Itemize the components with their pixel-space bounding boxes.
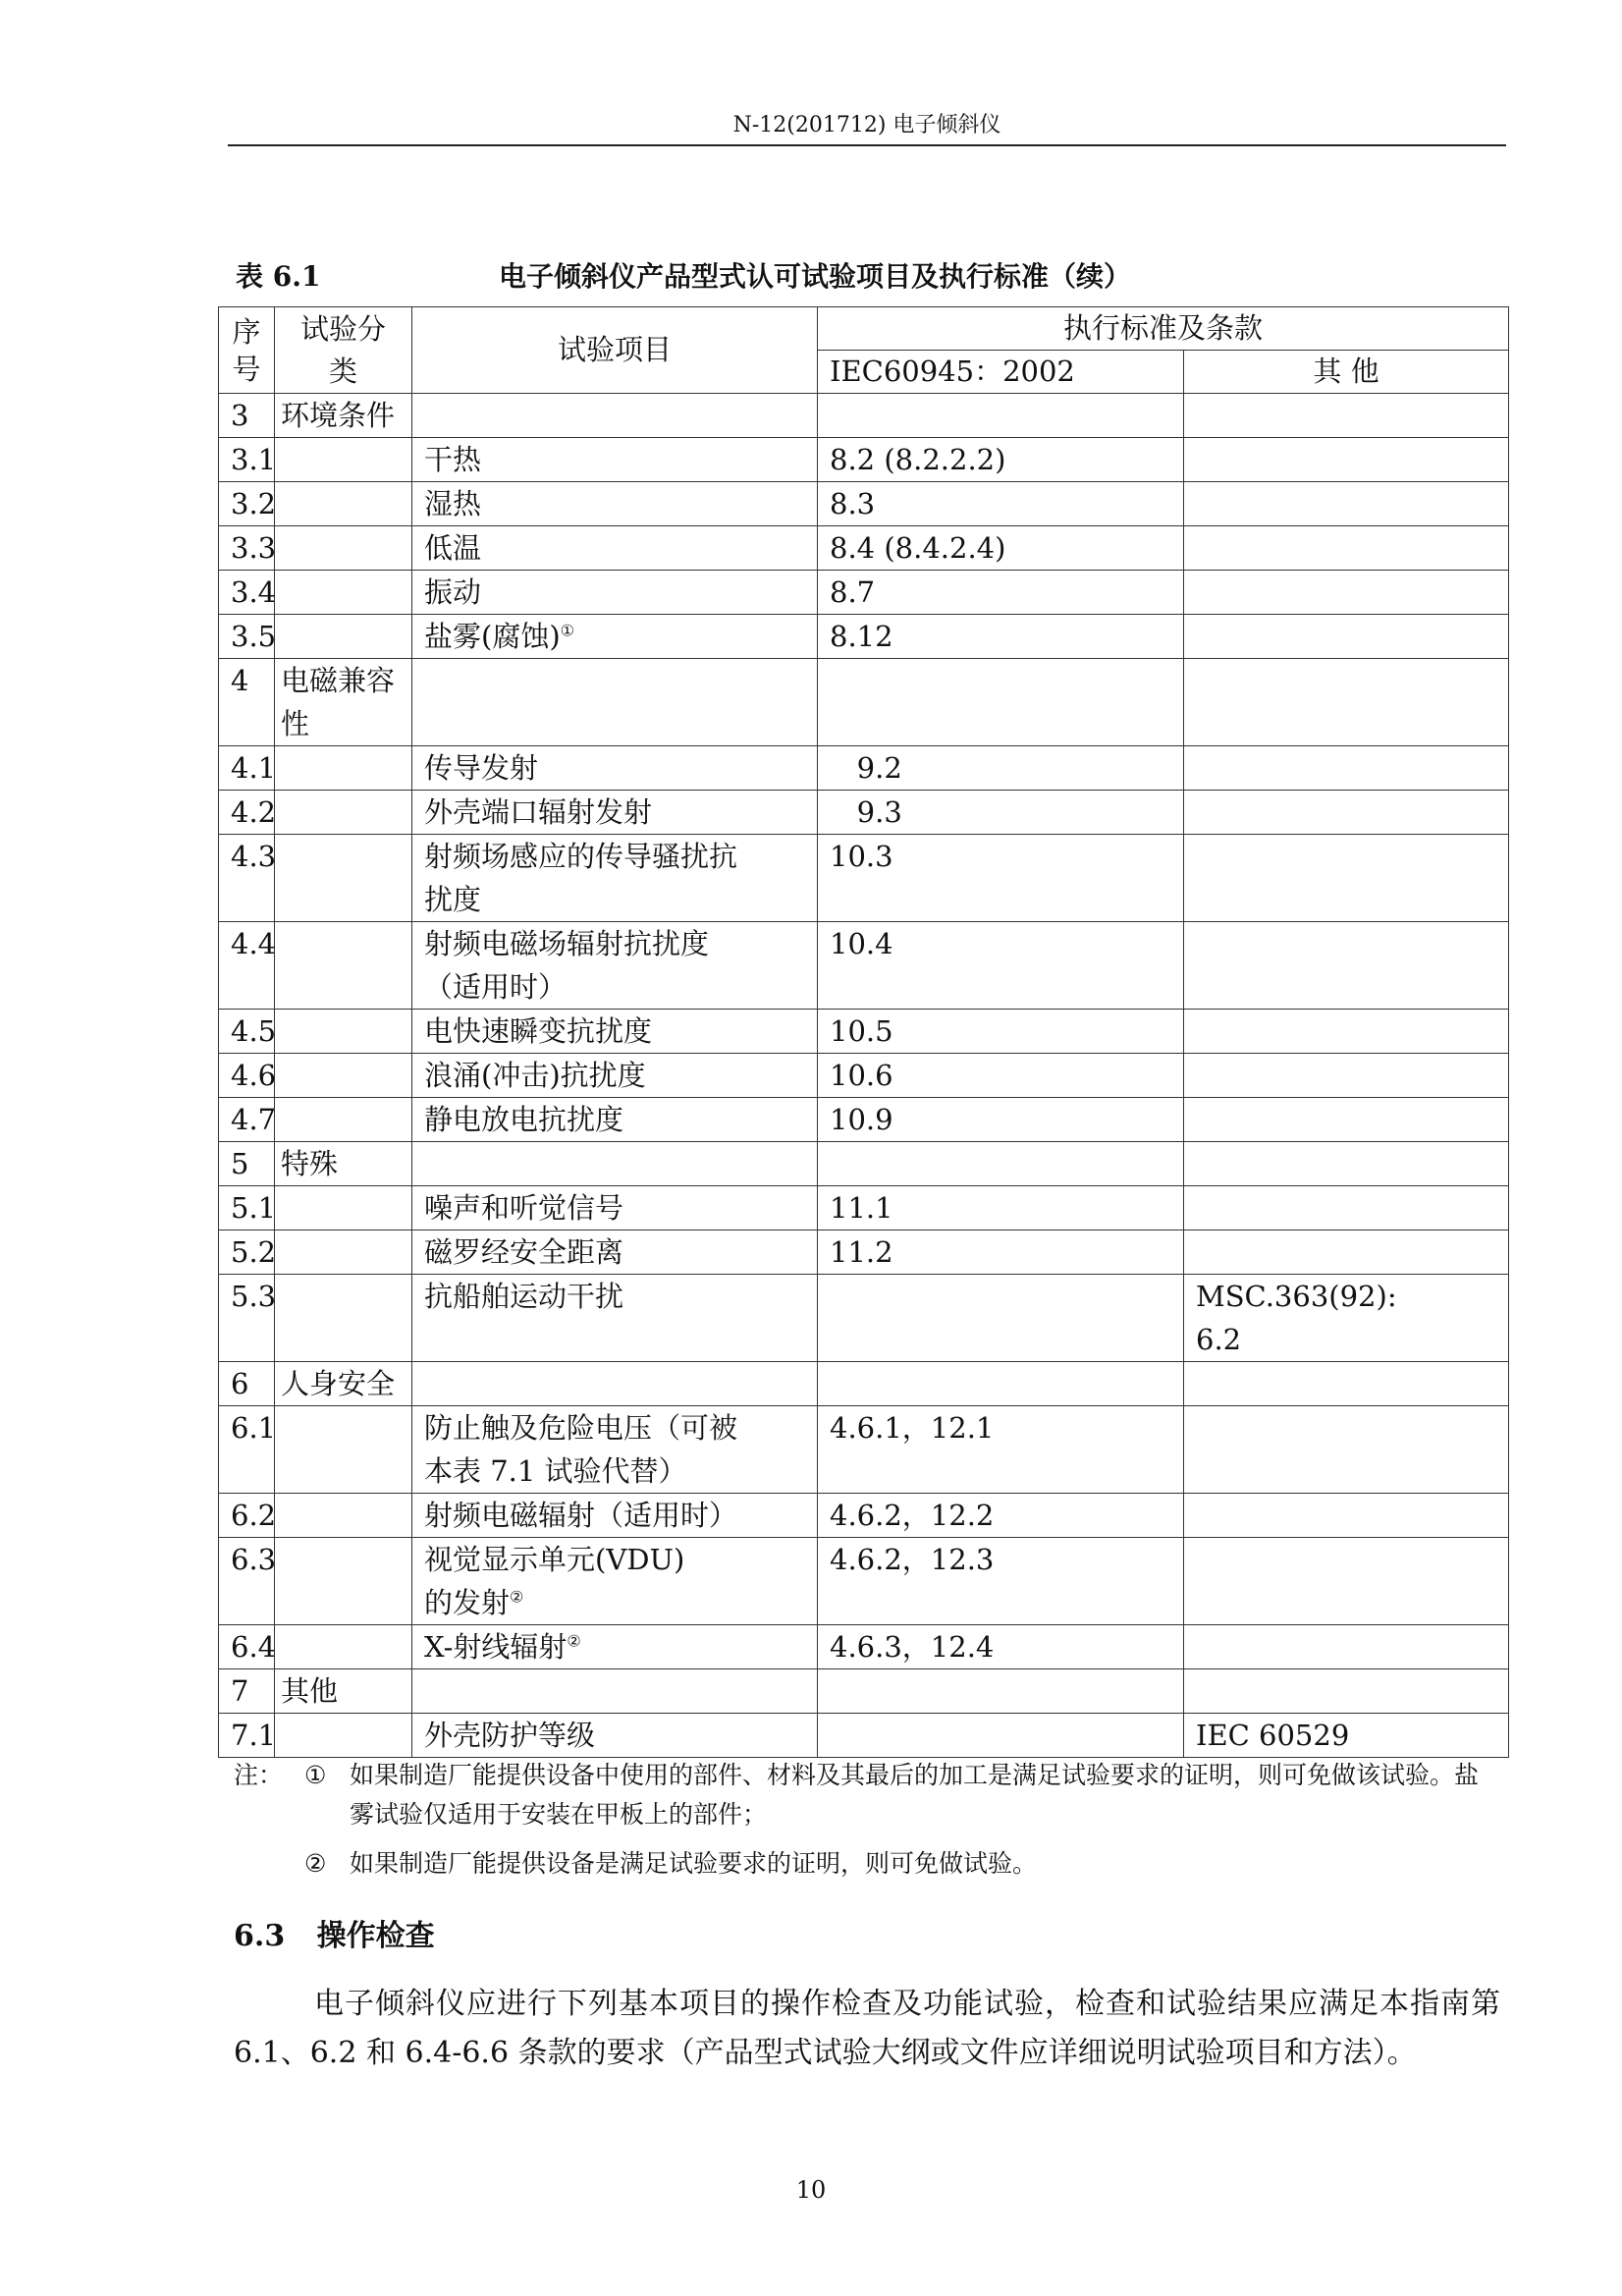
table-row bbox=[219, 1054, 1509, 1098]
header-seq: 序 号 bbox=[219, 307, 275, 394]
cell-item: 射频电磁辐射（适用时） bbox=[412, 1494, 818, 1538]
table-row bbox=[219, 922, 1509, 1010]
cell-iec: 4.6.3，12.4 bbox=[818, 1625, 1184, 1669]
cell-item bbox=[412, 1362, 818, 1406]
table-row bbox=[219, 526, 1509, 571]
cell-seq: 6.4 bbox=[219, 1625, 275, 1669]
table-row bbox=[219, 394, 1509, 438]
cell-item: 浪涌(冲击)抗扰度 bbox=[412, 1054, 818, 1098]
cell-other bbox=[1184, 1538, 1509, 1625]
cell-iec: 11.1 bbox=[818, 1186, 1184, 1230]
cell-other bbox=[1184, 1494, 1509, 1538]
cell-seq: 3.4 bbox=[219, 571, 275, 615]
cell-item: 射频场感应的传导骚扰抗 扰度 bbox=[412, 835, 818, 922]
cell-iec bbox=[818, 1362, 1184, 1406]
cell-seq: 3.1 bbox=[219, 438, 275, 482]
cell-other bbox=[1184, 1669, 1509, 1714]
section-number: 6.3 bbox=[234, 1919, 286, 1953]
note-row bbox=[234, 1844, 1500, 1884]
cell-iec: 11.2 bbox=[818, 1230, 1184, 1275]
cell-category bbox=[275, 835, 412, 922]
cell-category bbox=[275, 1494, 412, 1538]
cell-iec: 9.2 bbox=[818, 746, 1184, 791]
cell-category bbox=[275, 746, 412, 791]
cell-item: 射频电磁场辐射抗扰度 （适用时） bbox=[412, 922, 818, 1010]
cell-iec: 10.9 bbox=[818, 1098, 1184, 1142]
table-row bbox=[219, 1494, 1509, 1538]
cell-item: 噪声和听觉信号 bbox=[412, 1186, 818, 1230]
section-paragraph: 电子倾斜仪应进行下列基本项目的操作检查及功能试验，检查和试验结果应满足本指南第 6.1、6.2 和 6.4-6.6 条款的要求（产品型式试验大纲或文件应详细说明试验项目和方法）。 bbox=[234, 1987, 1500, 2070]
cell-item: 抗船舶运动干扰 bbox=[412, 1275, 818, 1362]
cell-other bbox=[1184, 1098, 1509, 1142]
note-text: 如果制造厂能提供设备是满足试验要求的证明，则可免做试验。 bbox=[350, 1849, 1038, 1878]
cell-iec: 8.7 bbox=[818, 571, 1184, 615]
cell-category bbox=[275, 1010, 412, 1054]
header-iec: IEC60945：2002 bbox=[818, 351, 1184, 394]
cell-category bbox=[275, 1625, 412, 1669]
table-row bbox=[219, 438, 1509, 482]
page-number: 10 bbox=[795, 2176, 827, 2204]
table-row bbox=[219, 791, 1509, 835]
cell-iec: 8.3 bbox=[818, 482, 1184, 526]
cell-item: 低温 bbox=[412, 526, 818, 571]
cell-iec: 10.4 bbox=[818, 922, 1184, 1010]
table-row bbox=[219, 1230, 1509, 1275]
table-row bbox=[219, 1625, 1509, 1669]
table-row bbox=[219, 835, 1509, 922]
cell-seq: 4.7 bbox=[219, 1098, 275, 1142]
cell-category bbox=[275, 1054, 412, 1098]
footnote-marker: ① bbox=[560, 621, 574, 640]
cell-other bbox=[1184, 526, 1509, 571]
cell-category bbox=[275, 1275, 412, 1362]
header-other: 其 他 bbox=[1184, 351, 1509, 394]
table-caption-number: 表 6.1 bbox=[236, 260, 321, 293]
cell-category bbox=[275, 1714, 412, 1758]
cell-item: 盐雾(腐蚀)① bbox=[412, 615, 818, 659]
section-title: 操作检查 bbox=[316, 1919, 435, 1953]
cell-seq: 3 bbox=[219, 394, 275, 438]
table-row bbox=[219, 482, 1509, 526]
header-standard-group: 执行标准及条款 bbox=[818, 307, 1509, 351]
cell-iec bbox=[818, 659, 1184, 746]
cell-seq: 4.6 bbox=[219, 1054, 275, 1098]
cell-category bbox=[275, 791, 412, 835]
note-marker: ① bbox=[304, 1761, 327, 1789]
cell-other bbox=[1184, 571, 1509, 615]
table-row bbox=[219, 1362, 1509, 1406]
cell-other bbox=[1184, 1625, 1509, 1669]
cell-other bbox=[1184, 791, 1509, 835]
cell-other bbox=[1184, 1406, 1509, 1494]
cell-iec: 4.6.1，12.1 bbox=[818, 1406, 1184, 1494]
cell-category bbox=[275, 922, 412, 1010]
cell-item: 外壳端口辐射发射 bbox=[412, 791, 818, 835]
table-row bbox=[219, 1669, 1509, 1714]
table-row bbox=[219, 1538, 1509, 1625]
cell-seq: 3.2 bbox=[219, 482, 275, 526]
cell-seq: 4.2 bbox=[219, 791, 275, 835]
cell-seq: 5.2 bbox=[219, 1230, 275, 1275]
table-row bbox=[219, 1186, 1509, 1230]
table-row bbox=[219, 1098, 1509, 1142]
cell-category bbox=[275, 1406, 412, 1494]
cell-seq: 3.3 bbox=[219, 526, 275, 571]
table-notes bbox=[234, 1756, 1500, 1884]
cell-iec bbox=[818, 1669, 1184, 1714]
table-row bbox=[219, 659, 1509, 746]
table-row bbox=[219, 1275, 1509, 1362]
cell-category bbox=[275, 615, 412, 659]
cell-iec bbox=[818, 1142, 1184, 1186]
cell-item bbox=[412, 659, 818, 746]
cell-iec: 4.6.2，12.2 bbox=[818, 1494, 1184, 1538]
table-row bbox=[219, 746, 1509, 791]
cell-item: 振动 bbox=[412, 571, 818, 615]
cell-item: 防止触及危险电压（可被 本表 7.1 试验代替） bbox=[412, 1406, 818, 1494]
cell-other: IEC 60529 bbox=[1184, 1714, 1509, 1758]
cell-seq: 5.3 bbox=[219, 1275, 275, 1362]
cell-other bbox=[1184, 1230, 1509, 1275]
cell-seq: 4.3 bbox=[219, 835, 275, 922]
cell-category bbox=[275, 526, 412, 571]
note-row bbox=[234, 1756, 1500, 1834]
note-marker: ② bbox=[304, 1849, 327, 1878]
cell-seq: 4 bbox=[219, 659, 275, 746]
cell-other bbox=[1184, 835, 1509, 922]
cell-seq: 6.3 bbox=[219, 1538, 275, 1625]
cell-iec bbox=[818, 1275, 1184, 1362]
cell-other bbox=[1184, 1010, 1509, 1054]
cell-iec: 8.4 (8.4.2.4) bbox=[818, 526, 1184, 571]
note-text: 如果制造厂能提供设备中使用的部件、材料及其最后的加工是满足试验要求的证明，则可免做该试验。盐雾试验仅适用于安装在甲板上的部件； bbox=[350, 1761, 1480, 1829]
table-row bbox=[219, 571, 1509, 615]
cell-seq: 3.5 bbox=[219, 615, 275, 659]
cell-other bbox=[1184, 659, 1509, 746]
cell-other bbox=[1184, 1142, 1509, 1186]
cell-category bbox=[275, 438, 412, 482]
cell-other bbox=[1184, 746, 1509, 791]
notes-label: 注： bbox=[234, 1761, 284, 1789]
table-row bbox=[219, 1406, 1509, 1494]
cell-iec bbox=[818, 1714, 1184, 1758]
cell-other bbox=[1184, 482, 1509, 526]
cell-iec: 10.5 bbox=[818, 1010, 1184, 1054]
cell-other bbox=[1184, 438, 1509, 482]
cell-category bbox=[275, 1230, 412, 1275]
cell-other bbox=[1184, 1186, 1509, 1230]
cell-category: 环境条件 bbox=[275, 394, 412, 438]
cell-category bbox=[275, 1186, 412, 1230]
table-caption-title: 电子倾斜仪产品型式认可试验项目及执行标准（续） bbox=[499, 260, 1132, 293]
cell-item: 外壳防护等级 bbox=[412, 1714, 818, 1758]
cell-seq: 6.2 bbox=[219, 1494, 275, 1538]
cell-seq: 4.4 bbox=[219, 922, 275, 1010]
cell-item: 干热 bbox=[412, 438, 818, 482]
footnote-marker: ② bbox=[510, 1587, 524, 1607]
cell-seq: 6 bbox=[219, 1362, 275, 1406]
cell-seq: 5.1 bbox=[219, 1186, 275, 1230]
cell-category bbox=[275, 1098, 412, 1142]
cell-iec: 4.6.2，12.3 bbox=[818, 1538, 1184, 1625]
cell-iec: 8.12 bbox=[818, 615, 1184, 659]
cell-other bbox=[1184, 1054, 1509, 1098]
header-rule bbox=[228, 144, 1506, 146]
running-header: N-12(201712) 电子倾斜仪 bbox=[732, 113, 1001, 137]
cell-item bbox=[412, 1669, 818, 1714]
cell-other: MSC.363(92): 6.2 bbox=[1184, 1275, 1509, 1362]
cell-iec bbox=[818, 394, 1184, 438]
cell-item: X-射线辐射② bbox=[412, 1625, 818, 1669]
cell-category bbox=[275, 1538, 412, 1625]
cell-item: 电快速瞬变抗扰度 bbox=[412, 1010, 818, 1054]
cell-item: 湿热 bbox=[412, 482, 818, 526]
cell-category bbox=[275, 482, 412, 526]
cell-item: 静电放电抗扰度 bbox=[412, 1098, 818, 1142]
table-row bbox=[219, 1714, 1509, 1758]
footnote-marker: ② bbox=[567, 1631, 581, 1651]
cell-seq: 7.1 bbox=[219, 1714, 275, 1758]
table-row bbox=[219, 1142, 1509, 1186]
cell-category bbox=[275, 571, 412, 615]
cell-iec: 8.2 (8.2.2.2) bbox=[818, 438, 1184, 482]
cell-seq: 4.1 bbox=[219, 746, 275, 791]
cell-category: 人身安全 bbox=[275, 1362, 412, 1406]
table-row bbox=[219, 1010, 1509, 1054]
test-items-table bbox=[218, 306, 1509, 1758]
cell-item: 传导发射 bbox=[412, 746, 818, 791]
cell-item: 视觉显示单元(VDU) 的发射② bbox=[412, 1538, 818, 1625]
header-category: 试验分类 bbox=[275, 307, 412, 394]
cell-seq: 5 bbox=[219, 1142, 275, 1186]
cell-item: 磁罗经安全距离 bbox=[412, 1230, 818, 1275]
cell-item bbox=[412, 1142, 818, 1186]
cell-other bbox=[1184, 922, 1509, 1010]
cell-item bbox=[412, 394, 818, 438]
section-heading bbox=[234, 1915, 435, 1958]
table-header-row bbox=[219, 307, 1509, 351]
cell-seq: 7 bbox=[219, 1669, 275, 1714]
cell-other bbox=[1184, 1362, 1509, 1406]
cell-iec: 10.6 bbox=[818, 1054, 1184, 1098]
cell-category: 电磁兼容 性 bbox=[275, 659, 412, 746]
cell-other bbox=[1184, 394, 1509, 438]
cell-category: 特殊 bbox=[275, 1142, 412, 1186]
cell-category: 其他 bbox=[275, 1669, 412, 1714]
cell-seq: 6.1 bbox=[219, 1406, 275, 1494]
cell-other bbox=[1184, 615, 1509, 659]
cell-seq: 4.5 bbox=[219, 1010, 275, 1054]
cell-iec: 9.3 bbox=[818, 791, 1184, 835]
cell-iec: 10.3 bbox=[818, 835, 1184, 922]
header-item: 试验项目 bbox=[412, 307, 818, 394]
table-row bbox=[219, 615, 1509, 659]
